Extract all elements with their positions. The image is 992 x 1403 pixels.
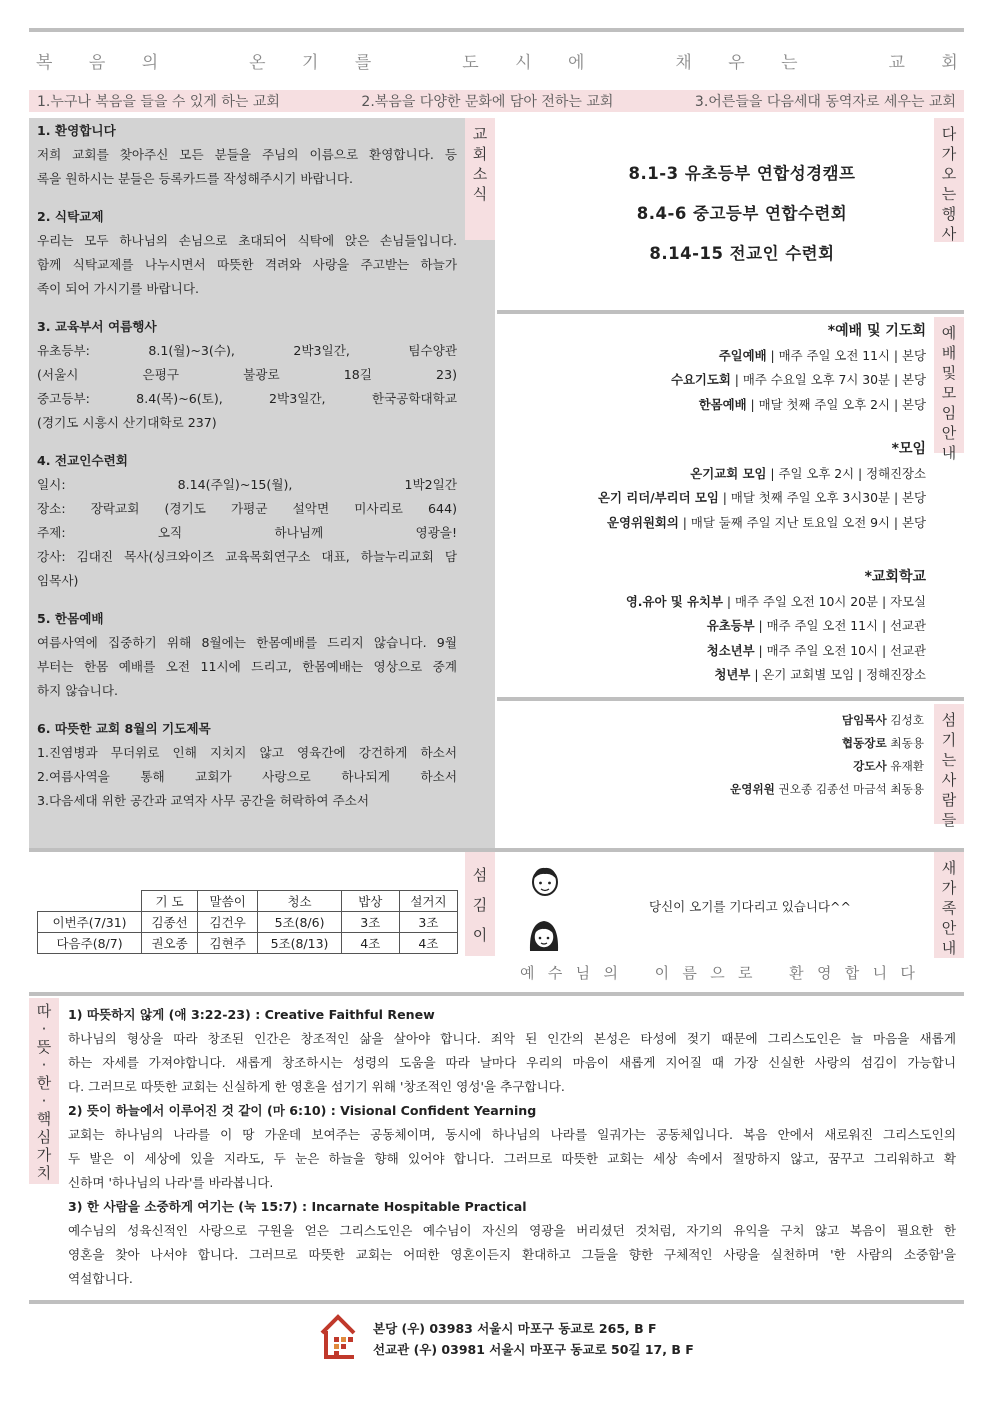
duty-header-cell: [38, 891, 142, 912]
motto-char: 에: [568, 53, 585, 73]
values-bar: [29, 90, 964, 112]
tab-char: 및: [941, 364, 957, 382]
tab-char: 섬: [472, 866, 488, 884]
duty-cell: 5조(8/6): [258, 912, 341, 933]
tab-char: 회: [472, 145, 488, 163]
school-row: [500, 639, 926, 664]
news-line: 저희 교회를 찾아주신 모든 분들을 주님의 이름으로 환영합니다. 등: [37, 147, 457, 162]
meetings-desc: | 매달 첫째 주일 오후 3시30분 | 본당: [718, 490, 926, 505]
meetings-row: [500, 511, 926, 536]
news-line: 여름사역에 집중하기 위해 8월에는 한몸예배를 드리지 않습니다. 9월: [37, 635, 457, 650]
worship-row: [500, 368, 926, 393]
news-line: 유초등부: 8.1(월)~3(수), 2박3일간, 팀수양관: [37, 343, 457, 358]
news-line: (경기도 시흥시 산기대학로 237): [37, 415, 217, 430]
duty-cell: 4조: [399, 933, 457, 954]
news-title: 5. 한몸예배: [37, 611, 104, 626]
welcome-char: 의: [603, 964, 618, 982]
welcome-char: 수: [547, 964, 563, 982]
tab-char: 모: [941, 384, 957, 402]
motto-char: 는: [781, 53, 798, 73]
staff-row: [500, 755, 924, 778]
news-line: 우리는 모두 하나님의 손님으로 초대되어 식탁에 앉은 손님들입니다.: [37, 233, 457, 248]
duty-cell: 김종선: [142, 912, 198, 933]
motto-char: [408, 48, 426, 70]
news-line: 족이 되어 가시기를 바랍니다.: [37, 281, 199, 296]
tab-char: 는: [941, 185, 957, 203]
tab-char: 김: [472, 896, 488, 914]
footer-main-hall: 본당 (우) 03983 서울시 마포구 동교로 265, B F: [373, 1321, 657, 1336]
core-line: 예수님의 성육신적인 사랑으로 구원을 얻은 그리스도인은 예수님이 자신의 영광을 버리셨던 것처럼, 자기의 유익을 구치 않고 복음이 필요한 한: [68, 1223, 956, 1238]
meetings-name: 온기 리더/부리더 모임: [597, 490, 719, 505]
welcome-char: 예: [520, 964, 535, 982]
duty-cell: 4조: [341, 933, 399, 954]
welcome-char: 다: [900, 964, 915, 982]
school-desc: | 온기 교회별 모임 | 정해진장소: [750, 667, 926, 682]
duty-row: [38, 912, 458, 933]
tab-char: 기: [941, 731, 957, 749]
welcome-char: 님: [575, 964, 591, 982]
tab-char: 가: [36, 1146, 52, 1164]
motto-char: [621, 48, 639, 70]
tab-char: 치: [36, 1164, 52, 1182]
school-name: 유초등부: [706, 618, 755, 633]
school-name: 청년부: [714, 667, 751, 682]
core-line: 신하며 '하나님의 나라'를 바라봅니다.: [68, 1175, 274, 1190]
duty-header-cell: 청소: [258, 891, 341, 912]
duty-cell: 3조: [341, 912, 399, 933]
value-1: 1.누구나 복음을 들을 수 있게 하는 교회: [37, 94, 280, 110]
school-name: 영.유아 및 유치부: [625, 593, 723, 609]
tab-char: 새: [941, 859, 957, 877]
tab-char: 는: [941, 751, 957, 769]
staff-row: [500, 778, 924, 801]
tab-char: 행: [941, 205, 957, 223]
news-gap: [37, 435, 457, 449]
worship-desc: | 매주 수요일 오후 7시 30분 | 본당: [730, 372, 926, 387]
tab-char: 족: [941, 899, 957, 917]
footer-mission-hall: 선교관 (우) 03981 서울시 마포구 동교로 50길 17, B F: [373, 1342, 694, 1357]
news-line: (서울시 은평구 불광로 18길 23): [37, 367, 457, 382]
core-values: [68, 1003, 956, 1291]
news-line: 강사: 김대진 목사(싱크와이즈 교육목회연구소 대표, 하늘누리교회 담: [37, 549, 457, 564]
event-item: 8.4-6 중고등부 연합수련회: [636, 204, 848, 223]
motto-char: 의: [141, 53, 159, 73]
school-desc: | 매주 주일 오전 10시 | 선교관: [754, 642, 926, 658]
tab-char: 안: [941, 424, 957, 442]
tab-char: 식: [472, 185, 488, 203]
duty-cell: 3조: [399, 912, 457, 933]
news-title: 2. 식탁교제: [37, 209, 104, 224]
worship-desc: | 매달 첫째 주일 오후 2시 | 본당: [746, 396, 926, 412]
worship-row: [500, 393, 926, 418]
church-logo-icon: [318, 1313, 358, 1365]
news-title: 1. 환영합니다: [37, 123, 116, 138]
news-line: 일시: 8.14(주일)~15(월), 1박2일간: [37, 477, 457, 492]
tab-newcomer-guide: [934, 852, 964, 958]
staff-names: 최동용: [886, 736, 924, 750]
tab-char: 람: [941, 791, 957, 809]
school-desc: | 매주 주일 오전 11시 | 선교관: [754, 618, 926, 633]
meetings-title: *모임: [891, 441, 926, 457]
tab-char: 임: [941, 404, 957, 422]
welcome-char: 니: [872, 964, 888, 982]
duty-header-cell: 말씀이: [198, 891, 258, 912]
top-rule: [29, 28, 964, 32]
worship-name: 한몸예배: [698, 396, 747, 412]
welcome-char: [766, 962, 776, 983]
staff-list: [500, 709, 924, 801]
tab-char: 사: [941, 225, 957, 243]
welcome-char: 이: [654, 964, 670, 982]
duty-header-row: [38, 891, 458, 912]
news-line: 3.다음세대 위한 공간과 교역자 사무 공간을 허락하여 주소서: [37, 793, 370, 808]
duty-row: [38, 933, 458, 954]
duty-cell: 다음주(8/7): [38, 933, 142, 954]
news-gap: [37, 593, 457, 607]
worship-title: *예배 및 기도회: [827, 323, 926, 339]
motto-char: 회: [941, 53, 958, 73]
tab-char: 뜻: [36, 1038, 52, 1056]
meetings-name: 온기교회 모임: [690, 465, 767, 481]
staff-role: 강도사: [853, 759, 887, 773]
news-line: 임목사): [37, 573, 79, 588]
news-line: 중고등부: 8.4(목)~6(토), 2박3일간, 한국공학대학교: [37, 391, 457, 406]
news-content: [37, 119, 457, 813]
duty-header-cell: 밥상: [341, 891, 399, 912]
meetings-desc: | 매달 둘째 주일 지난 토요일 오전 9시 | 본당: [678, 514, 926, 530]
tab-char: 내: [941, 939, 957, 957]
worship-row: [500, 344, 926, 369]
news-line: 부터는 한몸 예배를 오전 11시에 드리고, 한몸예배는 영상으로 중계: [37, 659, 457, 674]
core-line: 영혼을 찾아 나서야 합니다. 그러므로 따뜻한 교회는 어떠한 영혼이든지 환대하고 그들을 향한 구체적인 사랑을 실천하며 '한 사람의 소중함'을: [68, 1247, 956, 1262]
news-gap: [37, 703, 457, 717]
welcome-char: 환: [789, 964, 804, 982]
welcome-char: 합: [844, 964, 860, 982]
meetings-desc: | 주일 오후 2시 | 정해진장소: [766, 465, 926, 481]
tab-upcoming-events: [934, 118, 964, 242]
school-row: [500, 614, 926, 639]
motto-char: [195, 48, 213, 70]
meetings-row: [500, 486, 926, 511]
tab-char: ·: [41, 1056, 47, 1074]
core-line: 역설합니다.: [68, 1271, 133, 1286]
duty-cell: 김현주: [198, 933, 258, 954]
news-title: 4. 전교인수련회: [37, 453, 128, 468]
staff-role: 협동장로: [841, 736, 887, 750]
worship-name: 수요기도회: [670, 372, 731, 387]
staff-divider: [497, 697, 964, 701]
welcome-char: 로: [738, 964, 753, 982]
duty-cell: 5조(8/13): [258, 933, 341, 954]
tab-char: ·: [41, 1020, 47, 1038]
welcome-char: 으: [710, 964, 725, 982]
tab-char: 다: [941, 125, 957, 143]
newcomer-message: 당신이 오기를 기다리고 있습니다^^: [649, 899, 851, 914]
tab-char: 오: [941, 165, 957, 183]
staff-row: [500, 732, 924, 755]
tab-char: 한: [36, 1074, 52, 1092]
duty-cell: 이번주(7/31): [38, 912, 142, 933]
church-motto: [36, 48, 958, 73]
duty-cell: 권오종: [142, 933, 198, 954]
motto-char: 교: [888, 53, 905, 73]
news-gap: [37, 191, 457, 205]
tab-char: 예: [941, 324, 957, 342]
tab-char: 핵: [36, 1110, 52, 1128]
footer-addresses: [373, 1318, 694, 1360]
news-title: 3. 교육부서 여름행사: [37, 319, 157, 334]
core-title: 2) 뜻이 하늘에서 이루어진 것 같이 (마 6:10) : Visional Confident Yearning: [68, 1103, 537, 1118]
tab-char: 교: [472, 125, 488, 143]
duty-cell: 김건우: [198, 912, 258, 933]
core-line: 두 발은 이 세상에 있을 지라도, 두 눈은 하늘을 향해 있어야 합니다. 그러므로 따뜻한 교회는 세상 속에서 절망하지 않고, 꿈꾸고 그리워하고 확: [68, 1151, 956, 1166]
core-title: 3) 한 사람을 소중하게 여기는 (눅 15:7) : Incarnate Hospitable Practical: [68, 1199, 527, 1214]
motto-char: 우: [728, 53, 745, 73]
event-item: 8.1-3 유초등부 연합성경캠프: [628, 164, 856, 183]
tab-char: 가: [941, 145, 957, 163]
welcome-banner: [520, 962, 915, 983]
girl-avatar-icon: [528, 917, 560, 957]
tab-servants: [934, 704, 964, 829]
tab-char: 소: [472, 165, 488, 183]
core-line: 하는 자세를 가져야합니다. 새롭게 창조하시는 성령의 도움을 따라 날마다 우리의 마음이 새롭게 지어질 때 가장 신실한 사랑의 섬김이 가능합니: [68, 1055, 956, 1070]
school-title: *교회학교: [864, 569, 926, 585]
motto-char: 복: [36, 53, 53, 73]
tab-char: 심: [36, 1128, 52, 1146]
motto-char: [834, 48, 852, 70]
staff-names: 권오종 김종선 마금석 최동용: [774, 782, 924, 796]
staff-row: [500, 709, 924, 732]
core-divider: [29, 992, 964, 996]
school-desc: | 매주 주일 오전 10시 20분 | 자모실: [722, 593, 926, 609]
news-gap: [37, 301, 457, 315]
tab-char: 섬: [941, 711, 957, 729]
tab-char: 사: [941, 771, 957, 789]
tab-char: 들: [941, 811, 957, 829]
motto-char: 기: [302, 53, 319, 73]
school-name: 청소년부: [706, 642, 755, 658]
tab-char: 따: [36, 1002, 52, 1020]
motto-char: 온: [249, 53, 266, 73]
school-row: [500, 590, 926, 615]
worship-name: 주일예배: [718, 347, 767, 363]
staff-role: 담임목사: [841, 713, 887, 727]
staff-names: 유재환: [886, 759, 924, 773]
staff-role: 운영위원: [730, 782, 775, 796]
school-row: [500, 663, 926, 688]
core-line: 교회는 하나님의 나라를 이 땅 가운데 보여주는 공동체이며, 동시에 하나님의 나라를 일궈가는 공동체입니다. 복음 안에서 새로워진 그리스도인의: [68, 1127, 956, 1142]
event-item: 8.14-15 전교인 수련회: [649, 244, 835, 263]
news-line: 2.여름사역을 통해 교회가 사랑으로 하나되게 하소서: [37, 769, 457, 784]
tab-serving: [465, 852, 495, 956]
upcoming-events: [497, 154, 987, 274]
tab-char: 배: [941, 344, 957, 362]
tab-char: 가: [941, 879, 957, 897]
core-title: 1) 따뜻하지 않게 (애 3:22-23) : Creative Faithful Renew: [68, 1007, 435, 1022]
motto-char: 음: [88, 53, 106, 73]
welcome-char: [631, 962, 641, 983]
core-line: 다. 그러므로 따뜻한 교회는 신실하게 한 영혼을 섬기기 위해 '창조적인 영성'을 추구합니다.: [68, 1079, 565, 1094]
meetings-name: 운영위원회의: [607, 514, 679, 530]
duty-header-cell: 설거지: [399, 891, 457, 912]
worship-desc: | 매주 주일 오전 11시 | 본당: [766, 347, 926, 363]
news-line: 함께 식탁교제를 나누시면서 따뜻한 격려와 사랑을 주고받는 하늘가: [37, 257, 457, 272]
news-title: 6. 따뜻한 교회 8월의 기도제목: [37, 721, 211, 736]
tab-char: 안: [941, 919, 957, 937]
motto-char: 를: [354, 53, 372, 73]
boy-avatar-icon: [530, 864, 560, 902]
value-3: 3.어른들을 다음세대 동역자로 세우는 교회: [694, 94, 956, 110]
tab-worship-guide: [934, 317, 964, 462]
value-2: 2.복음을 다양한 문화에 담아 전하는 교회: [361, 94, 614, 110]
worship-meeting-info: [500, 319, 926, 688]
tab-church-news: [465, 118, 495, 240]
motto-char: 시: [515, 53, 532, 73]
core-line: 하나님의 형상을 따라 창조된 인간은 창조적인 삶을 살아야 합니다. 죄악 된 인간의 본성은 타성에 젖기 때문에 그리스도인은 늘 마음을 새롭게: [68, 1031, 956, 1046]
duty-divider: [29, 848, 964, 852]
tab-core-values: [29, 998, 59, 1184]
meetings-row: [500, 462, 926, 487]
news-line: 주제: 오직 하나님께 영광을!: [37, 525, 457, 540]
bottom-rule: [29, 1300, 964, 1304]
welcome-char: 영: [816, 964, 832, 982]
tab-char: ·: [41, 1092, 47, 1110]
motto-char: 채: [675, 53, 692, 73]
tab-char: 내: [941, 444, 957, 462]
news-line: 1.진염병과 무더위로 인해 지치지 않고 영육간에 강건하게 하소서: [37, 745, 457, 760]
staff-names: 김성호: [886, 713, 924, 727]
motto-char: 도: [462, 53, 479, 73]
news-line: 장소: 장락교회 (경기도 가평군 설악면 미사리로 644): [37, 501, 457, 516]
tab-char: 이: [472, 926, 488, 944]
welcome-char: 름: [682, 964, 697, 982]
news-line: 하지 않습니다.: [37, 683, 118, 698]
duty-header-cell: 기 도: [142, 891, 198, 912]
duty-table: [37, 890, 458, 954]
news-line: 록을 원하시는 분들은 등록카드를 작성해주시기 바랍니다.: [37, 171, 353, 186]
